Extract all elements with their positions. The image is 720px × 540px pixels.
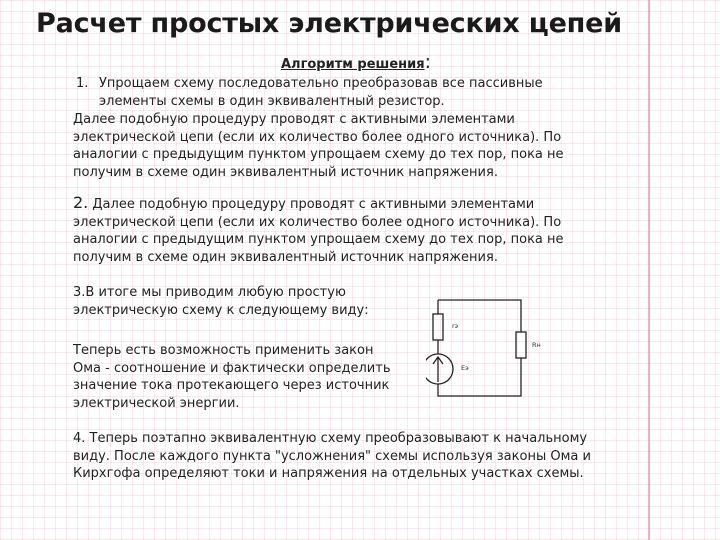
step-2 xyxy=(73,194,573,266)
algorithm-subtitle xyxy=(281,51,431,73)
equivalent-circuit-diagram xyxy=(426,298,552,398)
algorithm-subtitle-label: Алгоритм решения xyxy=(281,57,425,72)
step-1-number: 1. xyxy=(76,76,89,91)
ohm-law-paragraph: Теперь есть возможность применить закон Ома - соотношение и фактически определить значение тока протекающего через источник электрической энергии. xyxy=(73,343,391,411)
step-2-text: Далее подобную процедуру проводят с активными элементами электрической цепи (если их количество более одного источника). По аналогии с предыдущим пунктом упрощаем схему до тех пор, пока не получим в схеме один эквивалентный источник напряжения. xyxy=(73,197,564,265)
circuit-wire xyxy=(438,300,521,332)
step-4: 4. Теперь поэтапно эквивалентную схему преобразовывают к начальному виду. После каждого пункта "усложнения" схемы используя законы Ома и Кирхгофа определяют токи и напряжения на отдельных участках схемы. xyxy=(73,431,591,482)
load-resistor-label: Rн xyxy=(532,341,541,349)
voltage-source-label: Eэ xyxy=(461,364,469,372)
step-3: 3.В итоге мы приводим любую простую электрическую схему к следующему виду: xyxy=(73,285,369,318)
step-2-number: 2. xyxy=(73,193,89,212)
step-1-text: Упрощаем схему последовательно преобразовав все пассивные элементы схемы в один эквивалентный резистор. xyxy=(99,76,543,109)
internal-resistor xyxy=(433,314,443,340)
page-title: Расчет простых электрических цепей xyxy=(36,8,622,39)
step-1 xyxy=(73,75,573,110)
internal-resistor-label: rэ xyxy=(452,322,459,330)
step-1-continuation: Далее подобную процедуру проводят с активными элементами электрической цепи (если их количество более одного источника). По аналогии с предыдущим пунктом упрощаем схему до тех пор, пока не получим в схеме один эквивалентный источник напряжения. xyxy=(73,112,564,180)
load-resistor xyxy=(516,332,526,358)
algorithm-subtitle-colon: : xyxy=(424,51,431,73)
